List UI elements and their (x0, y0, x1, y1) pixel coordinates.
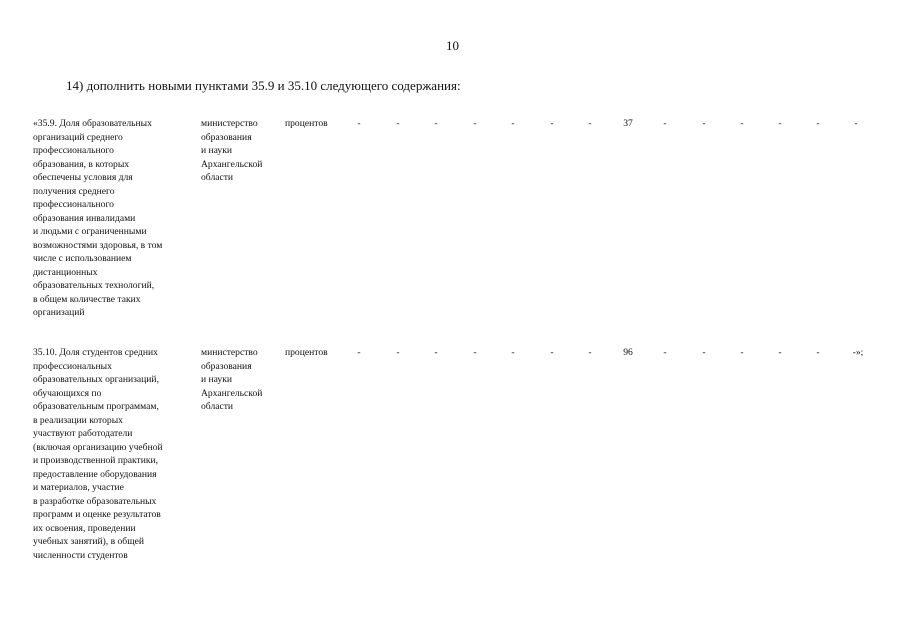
value-cell: - (434, 347, 438, 358)
value-cell: - (740, 347, 744, 358)
value-cell: - (702, 347, 706, 358)
value-cell: - (663, 118, 667, 129)
value-cell: - (550, 347, 554, 358)
value-cell: - (588, 118, 592, 129)
value-cell: - (396, 347, 400, 358)
value-cell: - (702, 118, 706, 129)
value-cell: - (357, 118, 361, 129)
value-cell: - (473, 118, 477, 129)
value-cell: 37 (623, 118, 633, 129)
value-cell: - (434, 118, 438, 129)
value-cell: - (473, 347, 477, 358)
value-cell: - (588, 347, 592, 358)
value-cell: - (740, 118, 744, 129)
value-cell: - (778, 118, 782, 129)
indicator-name: 35.10. Доля студентов средних профессиональных образовательных организаций, обучающихся по образовательным программам, в реализации которых участвуют работодатели (включая организацию учебной и производственной практики, предоставление оборудования и материалов, участие в разработке образовательных программ и оценке результатов их освоения, проведении учебных занятий), в общей численности студентов (33, 347, 163, 561)
responsible-organization: министерство образования и науки Архангельской области (201, 118, 263, 183)
page-number: 10 (446, 38, 459, 53)
indicator-name: «35.9. Доля образовательных организаций среднего профессионального образования, в которых обеспечены условия для получения среднего профессионального образования инвалидами и людьми с ограниченными возможностями здоровья, в том числе с использованием дистанционных образовательных технологий, в общем количестве таких организаций (33, 118, 163, 318)
value-cell: - (357, 347, 361, 358)
value-cell: - (511, 118, 515, 129)
value-cell: - (550, 118, 554, 129)
value-cell: - (778, 347, 782, 358)
unit-of-measure: процентов (285, 118, 328, 129)
value-cell: - (663, 347, 667, 358)
responsible-organization: министерство образования и науки Архангельской области (201, 347, 263, 412)
value-cell: - (396, 118, 400, 129)
value-cell: - (816, 347, 820, 358)
value-cell: - (816, 118, 820, 129)
amendment-intro: 14) дополнить новыми пунктами 35.9 и 35.10 следующего содержания: (66, 78, 461, 93)
value-cell: - (511, 347, 515, 358)
value-cell: - (854, 118, 858, 129)
value-cell: 96 (623, 347, 633, 358)
unit-of-measure: процентов (285, 347, 328, 358)
value-cell: -»; (852, 347, 864, 358)
